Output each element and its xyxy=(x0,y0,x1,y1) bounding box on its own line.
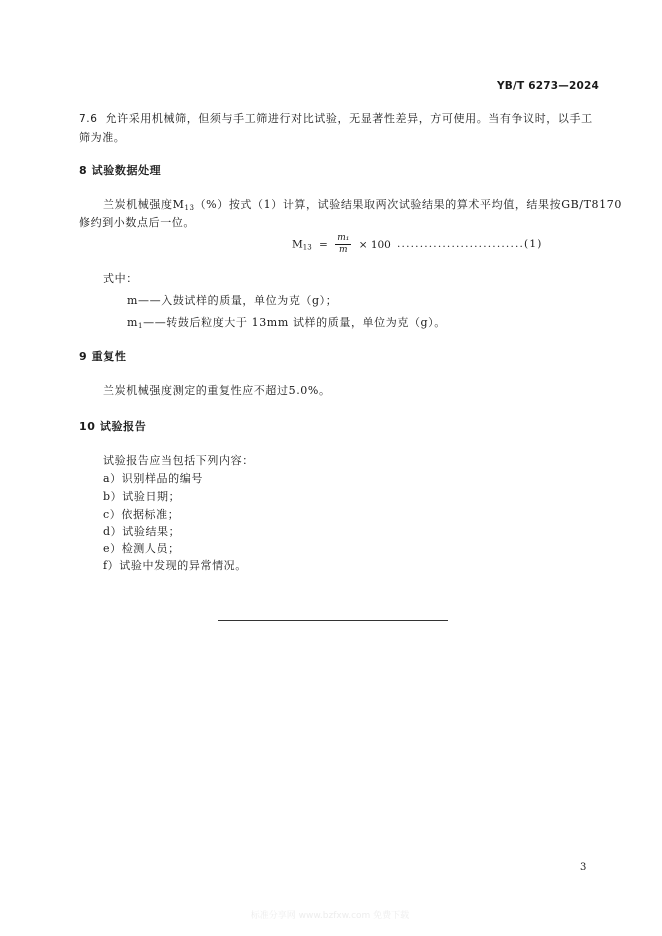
formula-1 xyxy=(292,233,391,256)
section-10-intro: 试验报告应当包括下列内容： xyxy=(103,454,254,467)
formula-number-leader: ............................(1) xyxy=(397,238,543,250)
list-item: f）试验中发现的异常情况。 xyxy=(103,559,247,572)
formula-multiplier: × 100 xyxy=(358,238,391,251)
text-segment: （%）按式（1）计算，试验结果取两次试验结果的算术平均值，结果按GB/T8170 xyxy=(194,198,622,211)
list-item: e）检测人员； xyxy=(103,542,180,555)
text-segment: 兰炭机械强度M xyxy=(103,198,185,211)
formula-lhs-subscript: 13 xyxy=(302,243,312,252)
end-of-document-rule xyxy=(218,620,448,621)
list-item: c）依据标准； xyxy=(103,508,180,521)
subscript: 1 xyxy=(138,322,144,330)
formula-lhs: M xyxy=(292,238,303,251)
clause-text: 允许采用机械筛，但须与手工筛进行对比试验，无显著性差异，方可使用。当有争议时，以手工 xyxy=(105,112,593,125)
formula-fraction xyxy=(335,233,351,256)
where-label: 式中： xyxy=(103,272,138,285)
formula-denominator: m xyxy=(338,245,348,255)
section-8-heading: 8 试验数据处理 xyxy=(79,164,162,177)
list-item: b）试验日期； xyxy=(103,490,181,503)
section-8-paragraph-line2: 修约到小数点后一位。 xyxy=(79,216,195,229)
clause-number: 7.6 xyxy=(79,113,98,125)
clause-7-6-line1 xyxy=(79,110,593,126)
formula-numerator: m₁ xyxy=(337,233,350,243)
variable-m1-definition xyxy=(127,314,446,330)
watermark: 标准分享网 www.bzfxw.com 免费下载 xyxy=(250,911,410,921)
document-id: YB/T 6273—2024 xyxy=(497,80,600,92)
list-item: d）试验结果； xyxy=(103,525,181,538)
section-10-heading: 10 试验报告 xyxy=(79,420,147,433)
variable-m-definition: m——入鼓试样的质量，单位为克（g）； xyxy=(127,294,338,307)
subscript: 13 xyxy=(184,204,195,212)
section-8-paragraph-line1 xyxy=(103,196,622,212)
section-9-paragraph: 兰炭机械强度测定的重复性应不超过5.0%。 xyxy=(103,384,331,397)
section-9-heading: 9 重复性 xyxy=(79,350,127,363)
text-segment: m xyxy=(127,316,139,329)
formula-equals: = xyxy=(319,238,328,251)
list-item: a）识别样品的编号 xyxy=(103,472,203,485)
page-number: 3 xyxy=(580,862,587,873)
clause-7-6-line2: 筛为准。 xyxy=(79,131,126,144)
text-segment: ——转鼓后粒度大于 13mm 试样的质量，单位为克（g）。 xyxy=(143,316,446,329)
